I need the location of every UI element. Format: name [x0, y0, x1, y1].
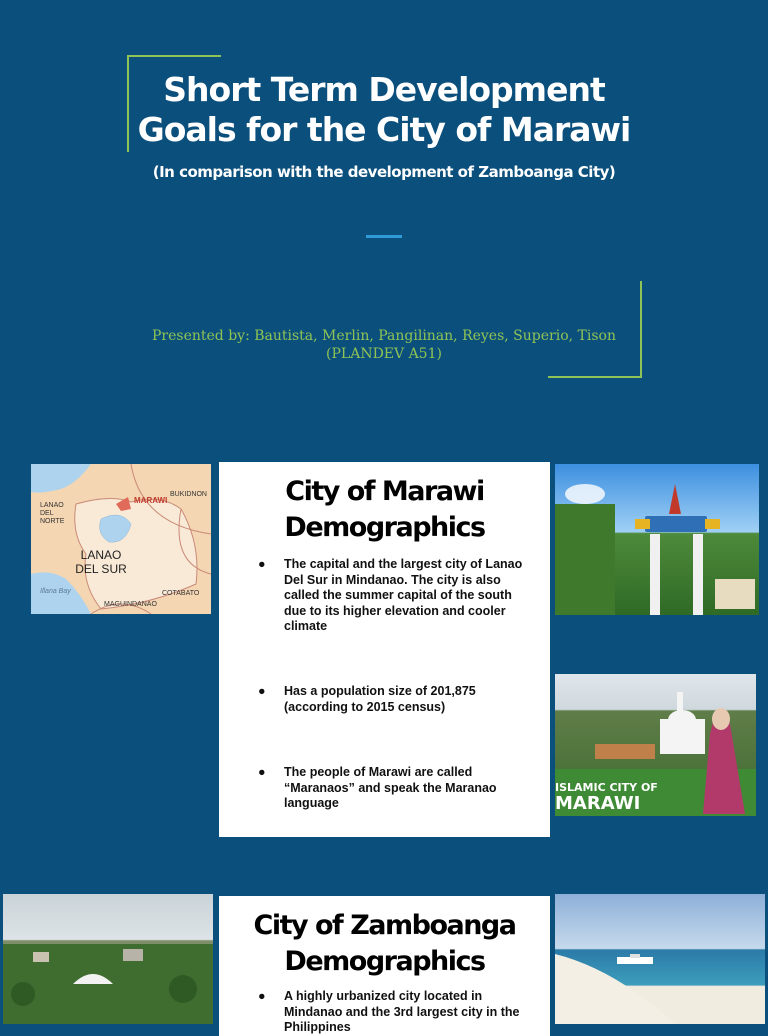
marawi-demographics-card [219, 462, 550, 837]
marawi-bullet-3 [258, 765, 524, 812]
cover-title [0, 70, 768, 150]
marawi-gate-photo [555, 464, 759, 615]
cover-title-line2: Goals for the City of Marawi [137, 110, 631, 149]
caption-line1: ISLAMIC CITY OF [555, 781, 658, 794]
marawi-card-title [219, 474, 550, 546]
marawi-bullet-2 [258, 684, 524, 715]
lanao-del-sur-map [31, 464, 211, 614]
zamboanga-demographics-card [219, 896, 550, 1036]
map-label-lanao-del-norte: LANAO DEL NORTE [40, 502, 65, 525]
map-label-maguindanao: MAGUINDANAO [104, 601, 157, 608]
presenters-section: (PLANDEV A51) [326, 346, 442, 362]
marawi-photo-caption [555, 781, 658, 813]
caption-line2: MARAWI [555, 793, 641, 814]
bullet-dot: ● [258, 765, 266, 779]
map-label-lanao-del-sur: LANAO DEL SUR [75, 548, 127, 576]
marawi-title-line2: Demographics [284, 512, 485, 543]
bullet-text: The people of Marawi are called “Maranaos” and speak the Maranao language [284, 765, 497, 810]
bullet-dot: ● [258, 557, 266, 571]
map-label-illana-bay: Illana Bay [40, 588, 71, 595]
zamboanga-beach-photo [555, 894, 765, 1024]
zamboanga-title-line2: Demographics [284, 946, 485, 977]
zamboanga-title-line1: City of Zamboanga [253, 910, 516, 941]
presenters [0, 327, 768, 363]
zamboanga-bullet-1 [258, 989, 524, 1036]
map-label-cotabato: COTABATO [162, 590, 200, 597]
cover-subtitle: (In comparison with the development of Zamboanga City) [152, 163, 616, 181]
bullet-text: A highly urbanized city located in Mindanao and the 3rd largest city in the Philippines [284, 989, 520, 1034]
bullet-dot: ● [258, 684, 266, 698]
presenters-names: Presented by: Bautista, Merlin, Pangilinan, Reyes, Superio, Tison [152, 328, 616, 344]
map-label-marawi: MARAWI [134, 496, 168, 505]
map-label-bukidnon: BUKIDNON [170, 491, 207, 498]
bullet-text: The capital and the largest city of Lanao Del Sur in Mindanao. The city is also called the summer capital of the south due to its higher elevation and cooler climate [284, 557, 523, 633]
bullet-dot: ● [258, 989, 266, 1003]
marawi-mosque-photo [555, 674, 756, 816]
city-graphic [3, 894, 213, 1024]
bullet-text: Has a population size of 201,875 (according to 2015 census) [284, 684, 476, 714]
divider [366, 235, 402, 238]
zamboanga-card-title [219, 908, 550, 980]
zamboanga-city-photo [3, 894, 213, 1024]
cover-title-line1: Short Term Development [163, 70, 605, 109]
marawi-bullet-1 [258, 557, 524, 635]
marawi-title-line1: City of Marawi [285, 476, 484, 507]
gate-graphic [555, 464, 759, 615]
beach-graphic [555, 894, 765, 1024]
cover-slide [0, 0, 768, 440]
